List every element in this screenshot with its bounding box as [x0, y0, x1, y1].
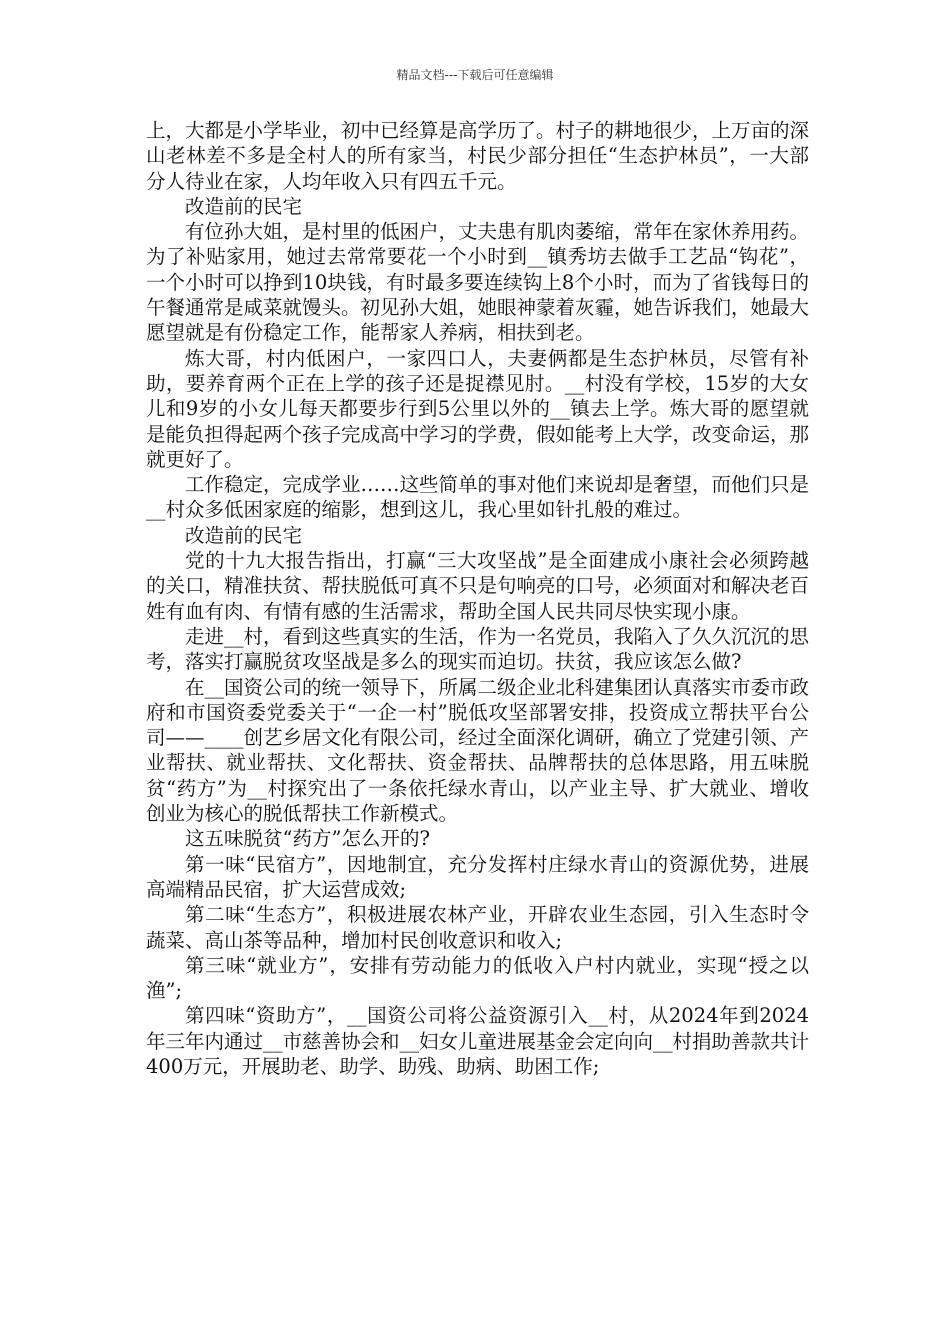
- paragraph: 在__国资公司的统一领导下，所属二级企业北科建集团认真落实市委市政府和市国资委党委关于“一企一村”脱低攻坚部署安排，投资成立帮扶平台公司——____创艺乡居文化有限公司，经过全面深化调研，确立了党建引领、产业帮扶、就业帮扶、文化帮扶、资金帮扶、品牌帮扶的总体思路，用五味脱贫“药方”为__村探究出了一条依托绿水青山，以产业主导、扩大就业、增收创业为核心的脱低帮扶工作新模式。: [146, 675, 810, 826]
- paragraph: 党的十九大报告指出，打赢“三大攻坚战”是全面建成小康社会必须跨越的关口，精准扶贫、帮扶脱低可真不只是句响亮的口号，必须面对和解决老百姓有血有肉、有情有感的生活需求，帮助全国人民共同尽快实现小康。: [146, 549, 810, 623]
- page-header: 精品文档---下载后可任意编辑: [396, 68, 554, 82]
- section-question: 这五味脱贫“药方”怎么开的?: [185, 827, 430, 851]
- paragraph: 炼大哥，村内低困户，一家四口人，夫妻俩都是生态护林员，尽管有补助，要养育两个正在上学的孩子还是捉襟见肘。__村没有学校，15岁的大女儿和9岁的小女儿每天都要步行到5公里以外的__镇去上学。炼大哥的愿望就是能负担得起两个孩子完成高中学习的学费，假如能考上大学，改变命运，那就更好了。: [146, 346, 810, 471]
- paragraph: 有位孙大姐，是村里的低困户，丈夫患有肌肉萎缩，常年在家休养用药。为了补贴家用，她过去常常要花一个小时到__镇秀坊去做手工艺品“钩花”，一个小时可以挣到10块钱，有时最多要连续钩上8个小时，而为了省钱每日的午餐通常是咸菜就馒头。初见孙大姐，她眼神蒙着灰霾，她告诉我们，她最大愿望就是有份稳定工作，能帮家人养病，相扶到老。: [146, 220, 810, 345]
- image-caption: 改造前的民宅: [185, 194, 303, 218]
- document-body: [146, 118, 809, 1079]
- list-item: 第三味“就业方”，安排有劳动能力的低收入户村内就业，实现“授之以渔”;: [146, 953, 809, 1003]
- list-item: 第一味“民宿方”，因地制宜，充分发挥村庄绿水青山的资源优势，进展高端精品民宿，扩大运营成效;: [146, 852, 809, 901]
- paragraph: 走进__村，看到这些真实的生活，作为一名党员，我陷入了久久沉沉的思考，落实打赢脱贫攻坚战是多么的现实而迫切。扶贫，我应该怎么做?: [146, 624, 810, 674]
- paragraph: 上，大都是小学毕业，初中已经算是高学历了。村子的耕地很少，上万亩的深山老林差不多是全村人的所有家当，村民少部分担任“生态护林员”，一大部分人待业在家，人均年收入只有四五千元。: [146, 119, 810, 193]
- image-caption: 改造前的民宅: [185, 523, 303, 547]
- list-item: 第二味“生态方”，积极进展农林产业，开辟农业生态园，引入生态时令蔬菜、高山茶等品种，增加村民创收意识和收入;: [146, 903, 809, 952]
- list-item: 第四味“资助方”，__国资公司将公益资源引入__村，从2024年到2024年三年内通过__市慈善协会和__妇女儿童进展基金会定向向__村捐助善款共计400万元，开展助老、助学、助残、助病、助困工作;: [146, 1004, 810, 1078]
- paragraph: 工作稳定，完成学业……这些简单的事对他们来说却是奢望，而他们只是__村众多低困家庭的缩影，想到这儿，我心里如针扎般的难过。: [146, 473, 810, 522]
